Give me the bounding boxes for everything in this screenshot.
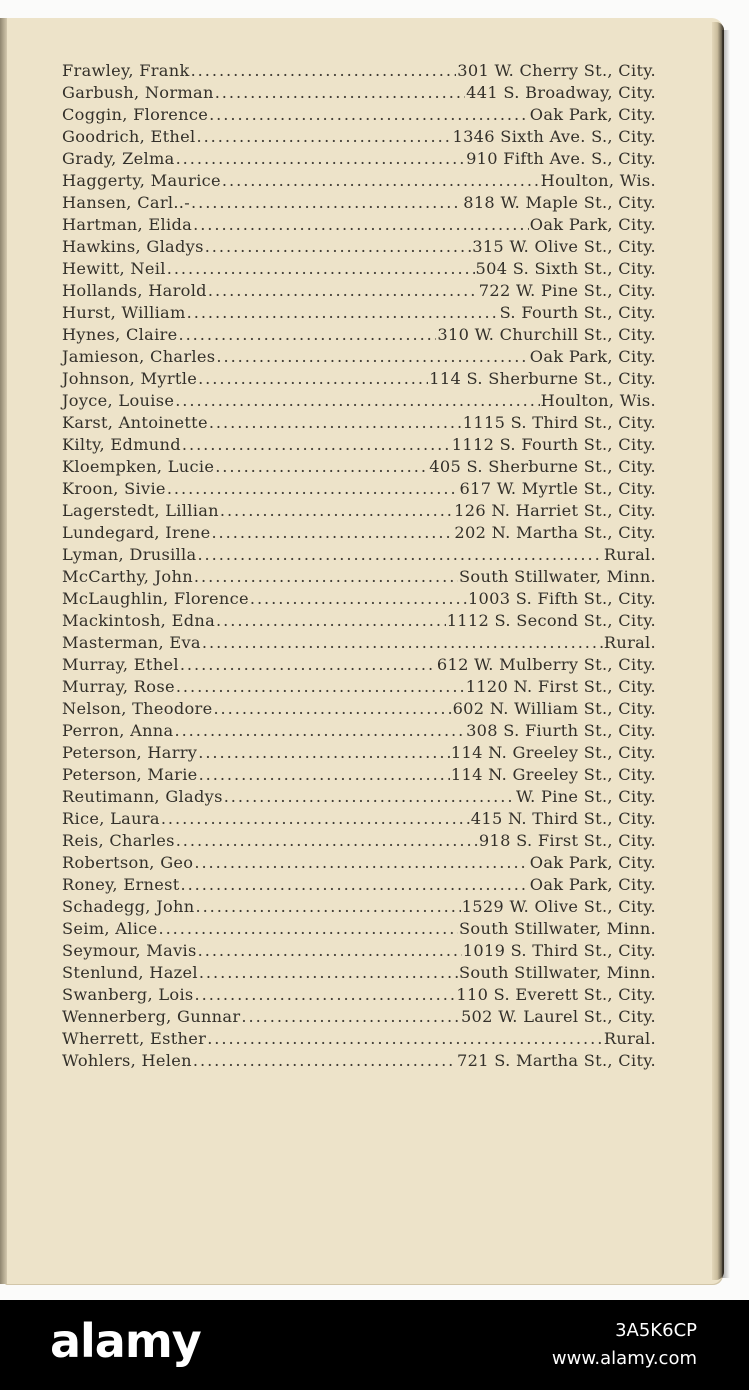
roster-entry [62,258,656,280]
roster-entry [62,742,656,764]
dot-leader [216,610,446,632]
entry-address: Oak Park, City. [529,853,656,872]
dot-leader [197,544,602,566]
dot-leader [195,984,456,1006]
entry-name: Lundegard, Irene [62,523,211,542]
dot-leader [167,258,475,280]
dot-leader [158,918,458,940]
dot-leader [202,632,603,654]
entry-name: Wherrett, Esther [62,1029,207,1048]
entry-name: McLaughlin, Florence [62,589,249,608]
entry-address: 301 W. Cherry St., City. [457,61,656,80]
dot-leader [181,874,529,896]
entry-address: 1112 S. Second St., City. [446,611,656,630]
entry-name: Hollands, Harold [62,281,207,300]
entry-address: 602 N. William St., City. [452,699,656,718]
dot-leader [209,412,462,434]
roster-entry [62,764,656,786]
roster-entry [62,302,656,324]
roster-entry [62,456,656,478]
entry-address: 1112 S. Fourth St., City. [451,435,656,454]
roster-entry [62,610,656,632]
roster-entry [62,896,656,918]
entry-address: 405 S. Sherburne St., City. [429,457,656,476]
dot-leader [199,764,450,786]
roster-entry [62,566,656,588]
roster-entry [62,874,656,896]
entry-name: Coggin, Florence [62,105,209,124]
entry-name: Hansen, Carl..- [62,193,191,212]
entry-name: Roney, Ernest [62,875,180,894]
entry-address: 1120 N. First St., City. [465,677,656,696]
entry-address: Rural. [603,1029,656,1048]
roster-entry [62,434,656,456]
entry-name: Joyce, Louise [62,391,175,410]
dot-leader [211,522,453,544]
dot-leader [197,126,452,148]
entry-address: Oak Park, City. [529,347,656,366]
roster-entry [62,500,656,522]
entry-name: Haggerty, Maurice [62,171,221,190]
roster-entry [62,412,656,434]
entry-name: Hawkins, Gladys [62,237,204,256]
entry-address: 114 S. Sherburne St., City. [429,369,656,388]
entry-address: 1346 Sixth Ave. S., City. [452,127,656,146]
roster-entry [62,1006,656,1028]
roster-entry [62,192,656,214]
dot-leader [194,852,528,874]
entry-address: 612 W. Mulberry St., City. [436,655,656,674]
entry-name: Peterson, Marie [62,765,198,784]
entry-name: McCarthy, John [62,567,193,586]
entry-address: 126 N. Harriet St., City. [454,501,656,520]
entry-address: 315 W. Olive St., City. [472,237,656,256]
entry-name: Hynes, Claire [62,325,178,344]
roster-entry [62,808,656,830]
roster-entry [62,214,656,236]
entry-address: Houlton, Wis. [540,171,656,190]
entry-address: 310 W. Churchill St., City. [437,325,656,344]
entry-name: Perron, Anna [62,721,174,740]
entry-address: Rural. [603,633,656,652]
entry-address: 1003 S. Fifth St., City. [467,589,656,608]
roster-entry [62,104,656,126]
roster-entry [62,60,656,82]
entry-address: 910 Fifth Ave. S., City. [466,149,656,168]
roster-entry [62,148,656,170]
entry-address: South Stillwater, Minn. [459,963,656,982]
entry-address: W. Pine St., City. [516,787,656,806]
entry-address: 504 S. Sixth St., City. [475,259,656,278]
dot-leader [199,962,458,984]
entry-name: Seim, Alice [62,919,158,938]
roster-entry [62,368,656,390]
booklet-spine [0,18,7,1284]
roster-entry [62,940,656,962]
brand-logo: alamy [50,1314,201,1368]
roster-entry [62,544,656,566]
entry-name: Nelson, Theodore [62,699,213,718]
entry-name: Jamieson, Charles [62,347,216,366]
roster-entry [62,918,656,940]
dot-leader [222,170,540,192]
roster-entry [62,588,656,610]
dot-leader [198,940,462,962]
entry-name: Lagerstedt, Lillian [62,501,219,520]
dot-leader [187,302,499,324]
entry-address: 114 N. Greeley St., City. [450,765,656,784]
dot-leader [178,324,436,346]
roster-entry [62,1028,656,1050]
entry-name: Murray, Ethel [62,655,179,674]
entry-address: S. Fourth St., City. [499,303,656,322]
roster-entry [62,82,656,104]
entry-address: 1115 S. Third St., City. [462,413,656,432]
roster-entry [62,1050,656,1072]
entry-name: Peterson, Harry [62,743,198,762]
entry-address: Rural. [603,545,656,564]
roster-entry [62,126,656,148]
dot-leader [175,390,539,412]
roster-entry [62,830,656,852]
dot-leader [180,654,436,676]
entry-address: 114 N. Greeley St., City. [450,743,656,762]
entry-name: Kloempken, Lucie [62,457,215,476]
dot-leader [174,720,465,742]
dot-leader [216,346,528,368]
entry-address: 502 W. Laurel St., City. [460,1007,656,1026]
entry-name: Grady, Zelma [62,149,175,168]
watermark-footer [0,1300,749,1390]
entry-name: Rice, Laura [62,809,160,828]
dot-leader [191,60,457,82]
dot-leader [205,236,472,258]
roster-entry [62,324,656,346]
entry-name: Schadegg, John [62,897,195,916]
roster-entry [62,720,656,742]
dot-leader [191,192,462,214]
dot-leader [241,1006,460,1028]
entry-address: 721 S. Martha St., City. [457,1051,656,1070]
entry-name: Wennerberg, Gunnar [62,1007,241,1026]
entry-name: Murray, Rose [62,677,175,696]
entry-address: Oak Park, City. [529,215,656,234]
dot-leader [161,808,470,830]
dot-leader [250,588,467,610]
entry-name: Seymour, Mavis [62,941,197,960]
roster-entry [62,984,656,1006]
dot-leader [176,830,478,852]
dot-leader [176,676,465,698]
dot-leader [224,786,515,808]
entry-name: Masterman, Eva [62,633,201,652]
entry-address: 722 W. Pine St., City. [478,281,656,300]
entry-address: 818 W. Maple St., City. [463,193,656,212]
entry-address: 110 S. Everett St., City. [456,985,656,1004]
dot-leader [198,368,428,390]
entry-name: Swanberg, Lois [62,985,194,1004]
dot-leader [215,456,428,478]
dot-leader [215,82,465,104]
entry-name: Kroon, Sivie [62,479,166,498]
dot-leader [194,566,458,588]
entry-address: Oak Park, City. [529,875,656,894]
entry-address: South Stillwater, Minn. [459,919,656,938]
dot-leader [198,742,450,764]
roster-entry [62,698,656,720]
roster-entry [62,676,656,698]
entry-address: 617 W. Myrtle St., City. [459,479,656,498]
entry-name: Mackintosh, Edna [62,611,216,630]
entry-address: Oak Park, City. [529,105,656,124]
dot-leader [213,698,451,720]
roster-entry [62,654,656,676]
entry-name: Reutimann, Gladys [62,787,223,806]
entry-address: South Stillwater, Minn. [459,567,656,586]
entry-name: Hewitt, Neil [62,259,166,278]
entry-name: Hurst, William [62,303,186,322]
dot-leader [220,500,453,522]
roster-entry [62,170,656,192]
entry-name: Stenlund, Hazel [62,963,198,982]
entry-name: Goodrich, Ethel [62,127,196,146]
entry-name: Frawley, Frank [62,61,190,80]
site-url: www.alamy.com [551,1348,697,1369]
entry-name: Robertson, Geo [62,853,194,872]
roster-entry [62,390,656,412]
roster-entry [62,522,656,544]
entry-address: 441 S. Broadway, City. [466,83,656,102]
image-code: 3A5K6CP [615,1320,697,1341]
roster-entry [62,280,656,302]
roster-entry [62,632,656,654]
dot-leader [176,148,465,170]
entry-name: Reis, Charles [62,831,175,850]
dot-leader [209,104,529,126]
dot-leader [207,1028,603,1050]
entry-address: 415 N. Third St., City. [470,809,656,828]
entry-address: 1019 S. Third St., City. [462,941,656,960]
entry-address: 1529 W. Olive St., City. [461,897,656,916]
entry-address: 308 S. Fiurth St., City. [466,721,656,740]
roster-entry [62,786,656,808]
entry-name: Garbush, Norman [62,83,214,102]
dot-leader [208,280,478,302]
entry-name: Hartman, Elida [62,215,193,234]
dot-leader [193,1050,456,1072]
roster-entry [62,478,656,500]
roster-entry [62,346,656,368]
entry-name: Karst, Antoinette [62,413,208,432]
roster-list [62,60,656,1072]
dot-leader [193,214,529,236]
dot-leader [167,478,459,500]
entry-name: Wohlers, Helen [62,1051,192,1070]
entry-name: Lyman, Drusilla [62,545,197,564]
entry-address: 918 S. First St., City. [478,831,656,850]
entry-address: Houlton, Wis. [540,391,656,410]
entry-address: 202 N. Martha St., City. [454,523,656,542]
roster-entry [62,236,656,258]
entry-name: Kilty, Edmund [62,435,181,454]
roster-entry [62,852,656,874]
dot-leader [182,434,451,456]
dot-leader [195,896,460,918]
roster-entry [62,962,656,984]
entry-name: Johnson, Myrtle [62,369,198,388]
page-shadow [722,30,730,1278]
